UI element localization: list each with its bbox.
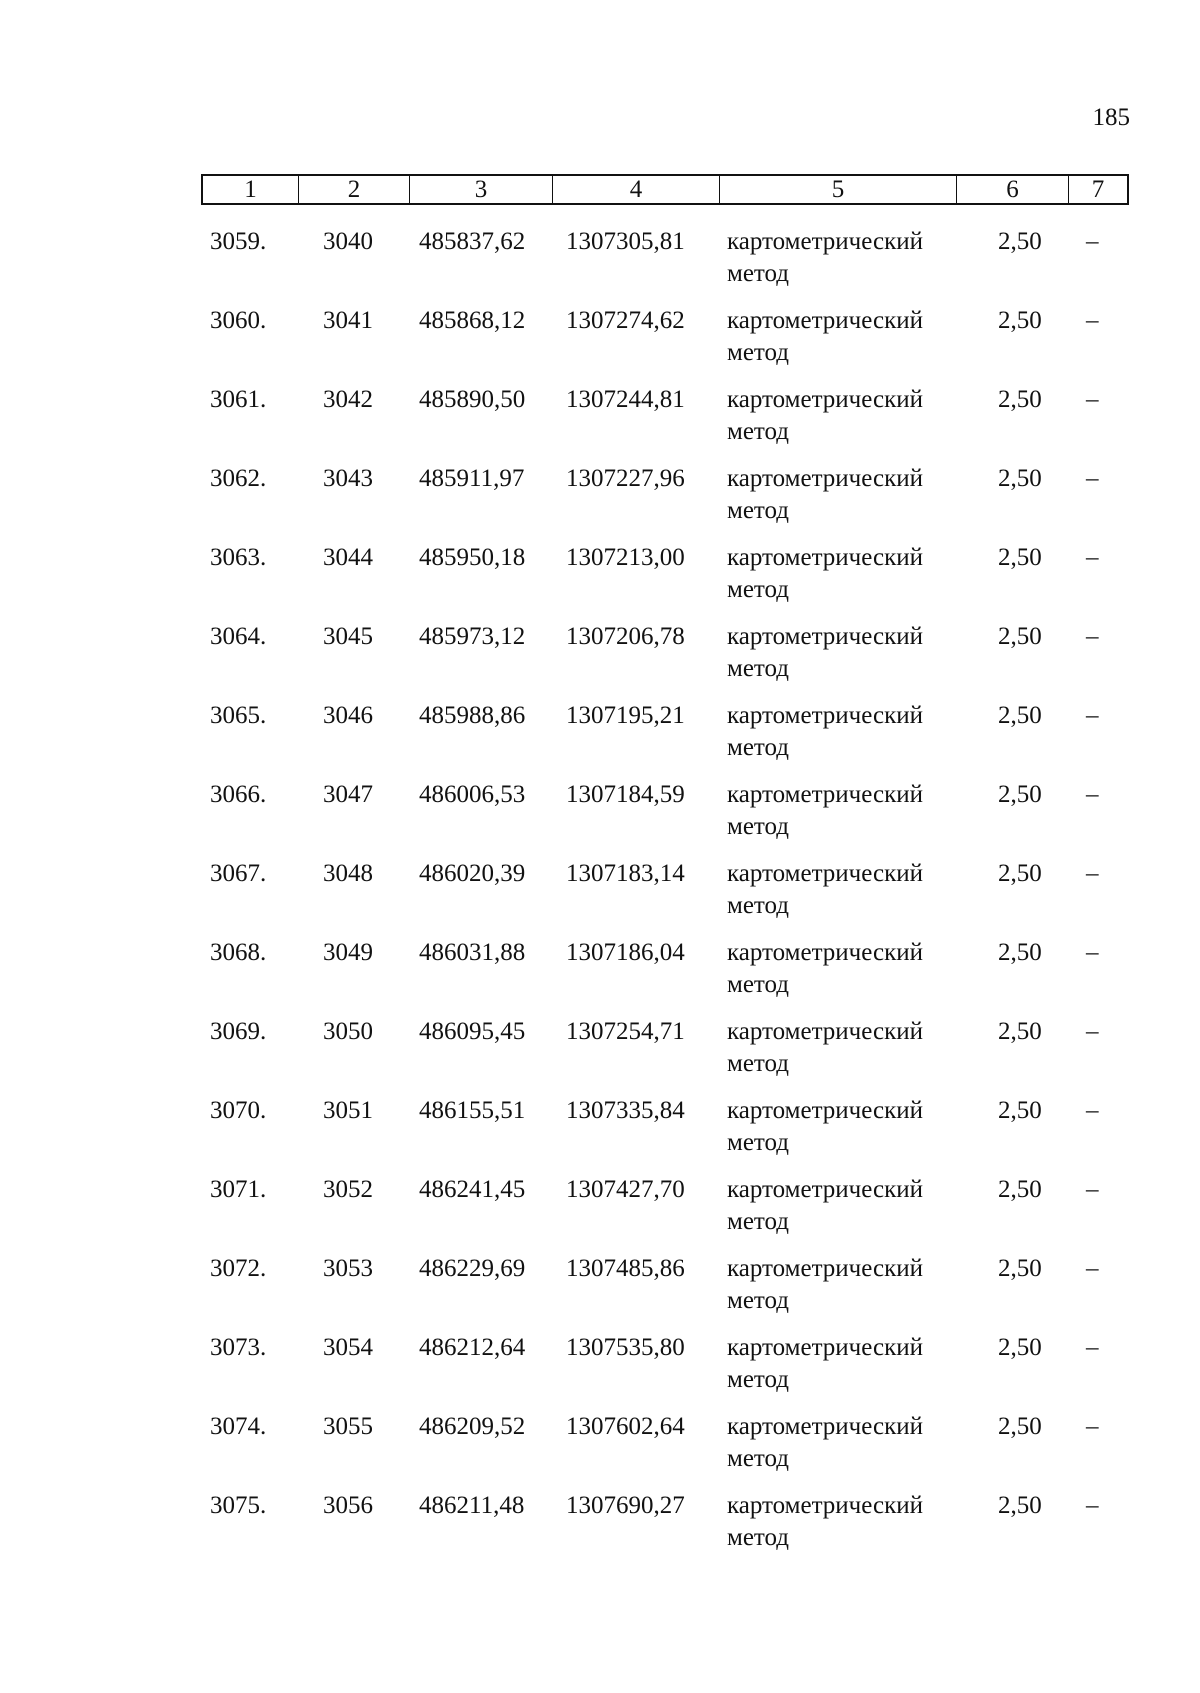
coord-x: 486006,53: [419, 781, 526, 808]
row-number: 3075.: [210, 1492, 267, 1519]
accuracy-value: 2,50: [998, 1492, 1042, 1519]
accuracy-value: 2,50: [998, 1255, 1042, 1282]
table-row: [0, 1332, 1200, 1411]
table-row: [0, 937, 1200, 1016]
point-id: 3050: [323, 1018, 373, 1045]
accuracy-value: 2,50: [998, 1018, 1042, 1045]
table-row: [0, 463, 1200, 542]
coord-x: 485988,86: [419, 702, 526, 729]
coord-y: 1307690,27: [566, 1492, 685, 1519]
method-text-line2: метод: [727, 1524, 790, 1551]
accuracy-value: 2,50: [998, 1097, 1042, 1124]
coord-x: 486209,52: [419, 1413, 526, 1440]
method-text-line2: метод: [727, 734, 790, 761]
coord-x: 486241,45: [419, 1176, 526, 1203]
method-text: картометрический: [727, 1097, 923, 1124]
note-value: –: [1086, 1018, 1099, 1045]
method-text: картометрический: [727, 1413, 923, 1440]
method-text-line2: метод: [727, 971, 790, 998]
coord-y: 1307274,62: [566, 307, 685, 334]
coord-x: 486020,39: [419, 860, 526, 887]
coord-x: 486095,45: [419, 1018, 526, 1045]
coord-x: 485973,12: [419, 623, 526, 650]
point-id: 3041: [323, 307, 373, 334]
method-text-line2: метод: [727, 1287, 790, 1314]
page-number: 185: [1092, 104, 1130, 131]
note-value: –: [1086, 1097, 1099, 1124]
header-cell-7: 7: [1091, 175, 1105, 203]
method-text: картометрический: [727, 465, 923, 492]
point-id: 3054: [323, 1334, 373, 1361]
accuracy-value: 2,50: [998, 939, 1042, 966]
method-text: картометрический: [727, 939, 923, 966]
method-text: картометрический: [727, 228, 923, 255]
method-text-line2: метод: [727, 1050, 790, 1077]
coord-x: 486229,69: [419, 1255, 526, 1282]
coord-y: 1307227,96: [566, 465, 685, 492]
accuracy-value: 2,50: [998, 386, 1042, 413]
point-id: 3055: [323, 1413, 373, 1440]
coord-y: 1307184,59: [566, 781, 685, 808]
accuracy-value: 2,50: [998, 307, 1042, 334]
header-cell-1: 1: [203, 176, 299, 203]
coord-y: 1307183,14: [566, 860, 685, 887]
row-number: 3062.: [210, 465, 267, 492]
header-cell-2: 2: [299, 176, 410, 203]
coord-y: 1307206,78: [566, 623, 685, 650]
coord-x: 486212,64: [419, 1334, 526, 1361]
row-number: 3073.: [210, 1334, 267, 1361]
method-text: картометрический: [727, 307, 923, 334]
table-row: [0, 384, 1200, 463]
row-number: 3067.: [210, 860, 267, 887]
accuracy-value: 2,50: [998, 1176, 1042, 1203]
point-id: 3049: [323, 939, 373, 966]
table-row: [0, 779, 1200, 858]
note-value: –: [1086, 1413, 1099, 1440]
point-id: 3053: [323, 1255, 373, 1282]
method-text-line2: метод: [727, 260, 790, 287]
table-row: [0, 1253, 1200, 1332]
point-id: 3042: [323, 386, 373, 413]
accuracy-value: 2,50: [998, 1334, 1042, 1361]
note-value: –: [1086, 1176, 1099, 1203]
coord-x: 485890,50: [419, 386, 526, 413]
row-number: 3070.: [210, 1097, 267, 1124]
note-value: –: [1086, 781, 1099, 808]
accuracy-value: 2,50: [998, 860, 1042, 887]
accuracy-value: 2,50: [998, 702, 1042, 729]
table-row: [0, 1411, 1200, 1490]
method-text: картометрический: [727, 1255, 923, 1282]
method-text-line2: метод: [727, 1445, 790, 1472]
row-number: 3065.: [210, 702, 267, 729]
table-row: [0, 1095, 1200, 1174]
coord-x: 486155,51: [419, 1097, 526, 1124]
row-number: 3074.: [210, 1413, 267, 1440]
method-text: картометрический: [727, 623, 923, 650]
note-value: –: [1086, 623, 1099, 650]
coord-x: 486211,48: [419, 1492, 525, 1519]
accuracy-value: 2,50: [998, 544, 1042, 571]
note-value: –: [1086, 1255, 1099, 1282]
coord-x: 486031,88: [419, 939, 526, 966]
point-id: 3043: [323, 465, 373, 492]
method-text: картометрический: [727, 1018, 923, 1045]
table-body: [0, 226, 1200, 1569]
note-value: –: [1086, 228, 1099, 255]
coord-y: 1307335,84: [566, 1097, 685, 1124]
note-value: –: [1086, 860, 1099, 887]
method-text-line2: метод: [727, 892, 790, 919]
table-row: [0, 305, 1200, 384]
header-cell-6: 6: [957, 176, 1069, 203]
row-number: 3059.: [210, 228, 267, 255]
note-value: –: [1086, 1334, 1099, 1361]
coord-y: 1307427,70: [566, 1176, 685, 1203]
table-row: [0, 226, 1200, 305]
coord-y: 1307254,71: [566, 1018, 685, 1045]
point-id: 3040: [323, 228, 373, 255]
method-text: картометрический: [727, 1334, 923, 1361]
note-value: –: [1086, 939, 1099, 966]
method-text-line2: метод: [727, 339, 790, 366]
accuracy-value: 2,50: [998, 228, 1042, 255]
row-number: 3061.: [210, 386, 267, 413]
coord-y: 1307244,81: [566, 386, 685, 413]
method-text: картометрический: [727, 781, 923, 808]
method-text-line2: метод: [727, 813, 790, 840]
accuracy-value: 2,50: [998, 623, 1042, 650]
point-id: 3052: [323, 1176, 373, 1203]
point-id: 3046: [323, 702, 373, 729]
row-number: 3069.: [210, 1018, 267, 1045]
note-value: –: [1086, 1492, 1099, 1519]
note-value: –: [1086, 544, 1099, 571]
table-row: [0, 621, 1200, 700]
method-text-line2: метод: [727, 418, 790, 445]
method-text-line2: метод: [727, 1366, 790, 1393]
point-id: 3056: [323, 1492, 373, 1519]
header-cell-4: 4: [553, 176, 720, 203]
method-text: картометрический: [727, 702, 923, 729]
method-text: картометрический: [727, 386, 923, 413]
accuracy-value: 2,50: [998, 1413, 1042, 1440]
coord-y: 1307186,04: [566, 939, 685, 966]
point-id: 3048: [323, 860, 373, 887]
table-row: [0, 1174, 1200, 1253]
row-number: 3064.: [210, 623, 267, 650]
method-text-line2: метод: [727, 655, 790, 682]
row-number: 3072.: [210, 1255, 267, 1282]
row-number: 3066.: [210, 781, 267, 808]
table-row: [0, 542, 1200, 621]
header-cell-3: 3: [410, 176, 553, 203]
method-text: картометрический: [727, 544, 923, 571]
note-value: –: [1086, 307, 1099, 334]
coord-y: 1307535,80: [566, 1334, 685, 1361]
point-id: 3051: [323, 1097, 373, 1124]
table-row: [0, 858, 1200, 937]
coord-y: 1307305,81: [566, 228, 685, 255]
coord-y: 1307195,21: [566, 702, 685, 729]
row-number: 3071.: [210, 1176, 267, 1203]
table-header: [201, 174, 1129, 205]
method-text: картометрический: [727, 1492, 923, 1519]
row-number: 3063.: [210, 544, 267, 571]
method-text-line2: метод: [727, 497, 790, 524]
method-text-line2: метод: [727, 1208, 790, 1235]
row-number: 3060.: [210, 307, 267, 334]
table-row: [0, 1016, 1200, 1095]
point-id: 3044: [323, 544, 373, 571]
note-value: –: [1086, 702, 1099, 729]
table-row: [0, 1490, 1200, 1569]
table-row: [0, 700, 1200, 779]
method-text: картометрический: [727, 860, 923, 887]
point-id: 3045: [323, 623, 373, 650]
coord-y: 1307602,64: [566, 1413, 685, 1440]
method-text-line2: метод: [727, 576, 790, 603]
header-cell-5: 5: [720, 176, 957, 203]
method-text-line2: метод: [727, 1129, 790, 1156]
coord-x: 485868,12: [419, 307, 526, 334]
accuracy-value: 2,50: [998, 781, 1042, 808]
note-value: –: [1086, 386, 1099, 413]
coord-x: 485911,97: [419, 465, 525, 492]
coord-y: 1307485,86: [566, 1255, 685, 1282]
coord-y: 1307213,00: [566, 544, 685, 571]
row-number: 3068.: [210, 939, 267, 966]
point-id: 3047: [323, 781, 373, 808]
method-text: картометрический: [727, 1176, 923, 1203]
coord-x: 485837,62: [419, 228, 526, 255]
accuracy-value: 2,50: [998, 465, 1042, 492]
coord-x: 485950,18: [419, 544, 526, 571]
note-value: –: [1086, 465, 1099, 492]
